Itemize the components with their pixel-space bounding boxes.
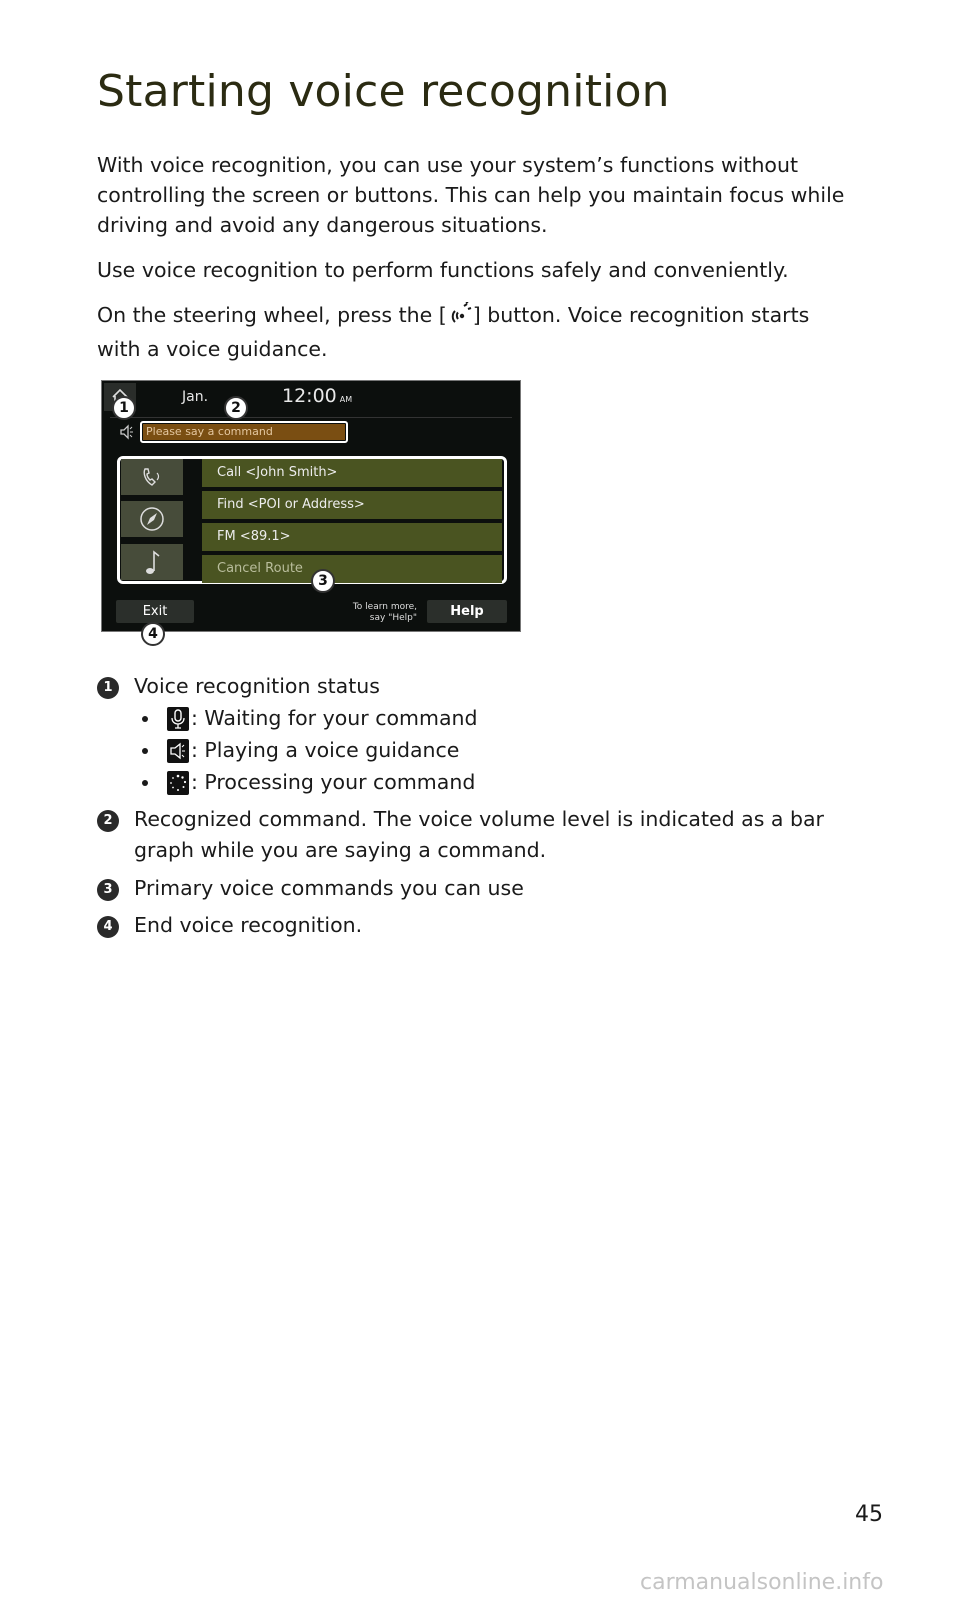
legend-number: 1 [97, 677, 119, 699]
legend-text: End voice recognition. [134, 913, 363, 937]
recognized-command-bar: Please say a command [143, 424, 345, 440]
music-note-icon [121, 544, 183, 580]
phone-category[interactable] [121, 459, 183, 495]
voice-recognition-screen [101, 380, 521, 632]
command-cancel-route[interactable]: Cancel Route [202, 555, 502, 583]
exit-button[interactable]: Exit [116, 600, 194, 623]
callout-3: 3 [311, 569, 335, 593]
callout-1: 1 [112, 396, 136, 420]
microphone-icon [167, 707, 189, 731]
steering-paragraph: On the steering wheel, press the [ ] button. Voice recognition starts with a voice guidance. [97, 303, 810, 361]
phone-icon [121, 459, 183, 495]
navigation-category[interactable] [121, 501, 183, 537]
music-category[interactable] [121, 544, 183, 580]
legend-text: Voice recognition status [134, 674, 380, 698]
help-hint: To learn more, say "Help" [352, 602, 417, 623]
header-time: 12:00 AM [282, 385, 353, 407]
command-call[interactable]: Call <John Smith> [202, 459, 502, 487]
intro-paragraph: With voice recognition, you can use your system’s functions without controlling the screen or buttons. This can help you maintain focus while driving and avoid any dangerous situations. [97, 153, 845, 237]
legend-text: Recognized command. The voice volume level is indicated as a bar graph while you are saying a command. [134, 807, 824, 862]
legend-number: 2 [97, 810, 119, 832]
page-number: 45 [855, 1502, 883, 1527]
legend-text: Primary voice commands you can use [134, 876, 524, 900]
callout-2: 2 [224, 396, 248, 420]
speaker-icon [119, 424, 135, 444]
command-fm[interactable]: FM <89.1> [202, 523, 502, 551]
processing-icon [167, 771, 189, 795]
usage-paragraph: Use voice recognition to perform functions safely and conveniently. [97, 258, 789, 282]
header-divider [110, 417, 512, 418]
watermark: carmanualsonline.info [640, 1570, 884, 1595]
voice-button-icon [447, 302, 473, 334]
help-button[interactable]: Help [427, 600, 507, 623]
speaker-icon [167, 739, 189, 763]
page-title: Starting voice recognition [97, 66, 670, 117]
command-find[interactable]: Find <POI or Address> [202, 491, 502, 519]
legend-number: 4 [97, 916, 119, 938]
compass-icon [121, 501, 183, 537]
legend-number: 3 [97, 879, 119, 901]
callout-4: 4 [141, 622, 165, 646]
header-date: Jan. [182, 389, 209, 405]
